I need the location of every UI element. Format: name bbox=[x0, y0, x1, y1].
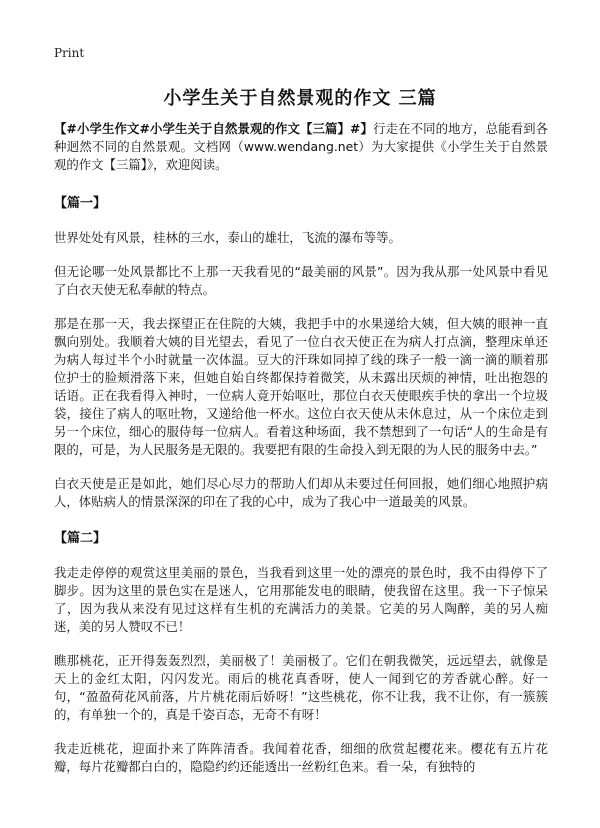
section-heading: 【篇二】 bbox=[54, 531, 107, 546]
intro-paragraph bbox=[54, 120, 548, 174]
paragraph: 白衣天使是正是如此，她们尽心尽力的帮助人们却从未要过任何回报，她们细心地照护病人，体贴病人的情景深深的印在了我的心中，成为了我心中一道最美的风景。 bbox=[54, 476, 548, 509]
paragraph: 但无论哪一处风景都比不上那一天我看见的“最美丽的风景”。因为我从那一处风景中看见了白衣天使无私奉献的特点。 bbox=[54, 264, 548, 297]
paragraph: 瞧那桃花，正开得轰轰烈烈，美丽极了！美丽极了。它们在朝我微笑，远远望去，就像是天上的金红太阳，闪闪发光。雨后的桃花真香呀，使人一闻到它的芳香就心醉。好一句，“盈盈荷花风前落，片片桃花雨后娇呀！”这些桃花，你不让我，我不让你，有一簇簇的，有单独一个的，真是千姿百态，无奇不有呀！ bbox=[54, 653, 548, 722]
page-title: 小学生关于自然景观的作文 三篇 bbox=[163, 88, 437, 109]
paragraph: 我走走停停的观赏这里美丽的景色，当我看到这里一处的漂亮的景色时，我不由得停下了脚步。因为这里的景色实在是迷人，它用那能发电的眼睛，使我留在这里。我一下子惊呆了，因为我从来没有见过这样有生机的充满活力的美景。它美的另人陶醉，美的另人痴迷，美的另人赞叹不已！ bbox=[54, 565, 548, 634]
print-label[interactable]: Print bbox=[54, 46, 85, 60]
paragraph: 那是在那一天，我去探望正在住院的大姨，我把手中的水果递给大姨，但大姨的眼神一直飘向别处。我顺着大姨的目光望去，看见了一位白衣天使正在为病人打点滴，整理床单还为病人每过半个小时就量一次体温。豆大的汗珠如同掉了线的珠子一般一滴一滴的顺着那位护士的脸颊滑落下来，但她自始自终都保持着微笑，从未露出厌烦的神情，吐出抱怨的话语。正在我看得入神时，一位病人竟开始呕吐，那位白衣天使眼疾手快的拿出一个垃圾袋，接住了病人的呕吐物，又递给他一杯水。这位白衣天使从未休息过，从一个床位走到另一个床位，细心的服侍每一位病人。看着这种场面，我不禁想到了一句话“人的生命是有限的，可是，为人民服务是无限的。我要把有限的生命投入到无限的为人民的服务中去。” bbox=[54, 316, 548, 457]
intro-tag: 【#小学生作文#小学生关于自然景观的作文【三篇】#】 bbox=[54, 121, 374, 136]
document-body bbox=[54, 120, 548, 792]
paragraph: 世界处处有风景，桂林的三水，泰山的雄壮，飞流的瀑布等等。 bbox=[54, 230, 401, 245]
intro-text: 行走在不同的地方，总能看到各种迥然不同的自然景观。文档网（www.wendang.net）为大家提供《小学生关于自然景观的作文【三篇】》，欢迎阅读。 bbox=[54, 121, 548, 172]
section-heading: 【篇一】 bbox=[54, 196, 107, 211]
paragraph: 我走近桃花，迎面扑来了阵阵清香。我闻着花香，细细的欣赏起樱花来。樱花有五片花瓣，每片花瓣都白白的，隐隐约约还能透出一丝粉红色来。看一朵，有独特的 bbox=[54, 741, 548, 774]
